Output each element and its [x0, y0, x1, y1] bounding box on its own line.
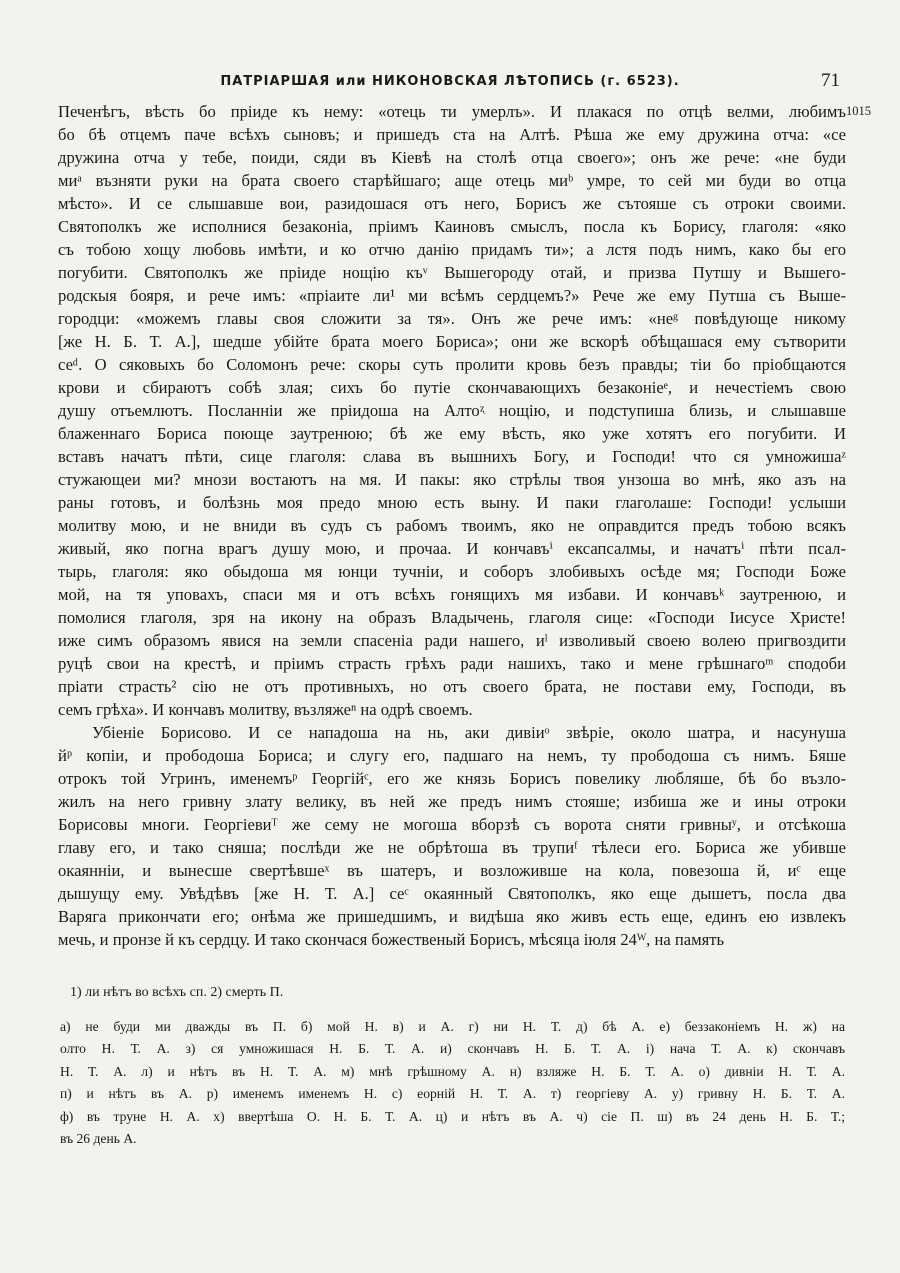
text-line: родскыя бояря, и рече имъ: «пріаите ли¹ ми всѣмъ сердцемъ?» Рече же ему Путша съ Выше-	[58, 286, 846, 305]
text-line: пріати страсть² сію не отъ противныхъ, но отъ своего брата, не постави ему, Господи, въ	[58, 677, 846, 696]
page-number: 71	[821, 70, 840, 91]
running-title: ПАТРІАРШАЯ или НИКОНОВСКАЯ ЛѢТОПИСЬ (г. 6523).	[220, 74, 680, 89]
text-line: раны готовъ, и болѣзнь моя предо мною есть выну. И паки глаголаше: Господи! услыши	[58, 493, 846, 512]
text-line: тырь, глаголя: яко обыдоша мя юнци тучніи, и соборъ злобивыхъ осѣде мя; Господи Боже	[58, 562, 846, 581]
text-line: [же Н. Б. Т. А.], шедше убійте брата моего Бориса»; они же вскорѣ обѣщашася ему сътворити	[58, 332, 846, 351]
text-line: жилъ на него гривну злату велику, въ ней же предъ нимъ стояше; избиша же и ины отроки	[58, 792, 846, 811]
text-line: иже симъ образомъ явися на земли спасеніа ради нашего, иˡ изволивый своею волею пригвоздити	[58, 631, 846, 650]
text-line: мой, на тя уповахъ, спаси мя и отъ всѣхъ гонящихъ мя избави. И кончавъᵏ заутренюю, и	[58, 585, 846, 604]
text-line: сеᵈ. О сяковыхъ бо Соломонъ рече: скоры суть пролити кровь безъ правды; тіи бо пріобщаются	[58, 355, 846, 374]
text-line: мечь, и пронзе й къ сердцу. И тако скончася божественый Борисъ, мѣсяца іюля 24ᵂ, на память	[58, 930, 725, 949]
text-line: бо бѣ отцемъ паче всѣхъ сыновъ; и пришедъ ста на Алтѣ. Рѣша же ему дружина отча: «се	[58, 125, 846, 144]
text-line: семъ грѣха». И кончавъ молитву, възляжеⁿ на одрѣ своемъ.	[58, 700, 473, 719]
text-line: мѣсто». И се слышавше вои, разидошася отъ него, Борисъ же сътояше съ отроки своими.	[58, 194, 846, 213]
text-line: живый, яко погна врагъ душу мою, и прочаа. И кончавъⁱ ексапсалмы, и начатъⁱ пѣти псал-	[58, 539, 846, 558]
page-header	[60, 70, 840, 100]
text-line: главу его, и тако сняша; послѣди же не обрѣтоша въ трупиᶠ тѣлеси его. Бориса же убивше	[58, 838, 846, 857]
text-line: съ тобою хощу любовь имѣти, и ко отчю данію придамъ ти»; а лстя подъ нимъ, како бы его	[58, 240, 846, 259]
margin-year-note: 1015	[846, 104, 871, 118]
text-line: руцѣ свои на крестѣ, и пріимъ страсть грѣхъ ради нашихъ, тако и мене грѣшнагоᵐ сподоби	[58, 654, 846, 673]
text-line: окаянніи, и вынесше свертѣвшеˣ въ шатеръ, и возложивше на кола, повезоша й, иᶜ еще	[58, 861, 846, 880]
footnote-line: а) не буди ми дважды въ П. б) мой Н. в) и А. г) ни Н. Т. д) бѣ А. е) беззаконіемъ Н. ж) на	[60, 1019, 845, 1034]
text-line: Печенѣгъ, вѣсть бо пріиде къ нему: «отець ти умерлъ». И плакася по отцѣ велми, любимъ	[58, 102, 846, 121]
footnote-line: олто Н. Т. А. з) ся умножишася Н. Б. Т. А. и) скончавъ Н. Б. Т. А. і) нача Т. А. к) скончавъ	[60, 1041, 845, 1057]
footnote-line: ф) въ труне Н. А. х) ввертѣша О. Н. Б. Т. А. ц) и нѣтъ въ А. ч) сіе П. ш) въ 24 день Н. Б. Т.;	[60, 1108, 845, 1124]
text-line: крови и сбираютъ собѣ злая; сихъ бо путіе скончавающихъ безаконіеᵉ, и нечестіемъ свою	[58, 378, 846, 397]
text-line: Святополкъ же исполнися безаконіа, пріимъ Каиновъ смыслъ, посла къ Борису, глаголя: «яко	[58, 217, 846, 236]
text-line: вставъ начатъ пѣти, сице глаголя: слава въ вышнихъ Богу, и Господи! что ся умножишаᶻ	[58, 447, 846, 466]
text-line: городци: «можемъ главы своя сложити за тя». Онъ же рече имъ: «неᵍ повѣдующе никому	[58, 309, 846, 328]
footnote-line: въ 26 день А.	[60, 1130, 137, 1146]
text-line: йᵖ копіи, и прободоша Бориса; и слугу его, падшаго на немъ, ту прободоша съ нимъ. Бяше	[58, 746, 846, 765]
text-line: Варяга прикончати его; онѣма же пришедшимъ, и видѣша яко живъ есть еще, единъ ею извлекъ	[58, 907, 846, 926]
footnote-line: п) и нѣтъ въ А. р) именемъ именемъ Н. с) еорній Н. Т. А. т) георгіеву А. у) гривну Н. Б. Т. А.	[60, 1086, 845, 1102]
text-line: молитву мою, и не вниди въ судъ съ рабомъ твоимъ, яко не оправдится предъ тобою всякъ	[58, 516, 846, 535]
text-line: дышущу ему. Увѣдѣвъ [же Н. Т. А.] сеᶜ окаянный Святополкъ, яко еще дышетъ, посла два	[58, 884, 846, 903]
text-line: отрокъ той Угринъ, именемъᵖ Георгійᶜ, его же князь Борисъ повелику любляше, бѣ бо възло-	[58, 769, 846, 788]
text-line: блаженнаго Бориса поюще заутренюю; бѣ же ему вѣсть, яко уже хотятъ его погубити. И	[58, 424, 846, 443]
footnote-line: Н. Т. А. л) и нѣтъ въ Н. Т. А. м) мнѣ грѣшному А. н) взляже Н. Б. Т. А. о) дивніи Н. Т. А.	[60, 1063, 845, 1079]
text-line: дружина отча у тебе, поиди, сяди въ Кіевѣ на столѣ отца своего»; онъ же рече: «не буди	[58, 148, 846, 167]
text-line: стужающеи ми? мнози востаютъ на мя. И пакы: яко стрѣлы твоя унзоша во мнѣ, яко азъ на	[58, 470, 846, 489]
text-line: душу отъемлютъ. Посланніи же пріидоша на Алтоᶼ нощію, и подступиша близь, и слышавше	[58, 401, 846, 420]
text-line: помолися глаголя, зря на икону на образъ Владычень, глаголя сице: «Господи Іисусе Христе!	[58, 608, 846, 627]
lettered-footnotes	[60, 1016, 845, 1150]
numbered-footnotes: 1) ли нѣтъ во всѣхъ сп. 2) смерть П.	[70, 985, 284, 1000]
text-line: Убіеніе Борисово. И се нападоша на нь, аки дивіиᵒ звѣріе, около шатра, и насунуша	[92, 723, 846, 742]
text-line: миᵃ възняти руки на брата своего старѣйшаго; аще отець миᵇ умре, то сей ми буди во отца	[58, 171, 846, 190]
main-text	[58, 100, 871, 951]
text-line: погубити. Святополкъ же пріиде нощію къᵛ Вышегороду отай, и призва Путшу и Вышего-	[58, 263, 846, 282]
text-line: Борисовы многи. Георгіевиᵀ же сему не могоша вборзѣ съ ворота сняти гривныʸ, и отсѣкоша	[58, 815, 846, 834]
